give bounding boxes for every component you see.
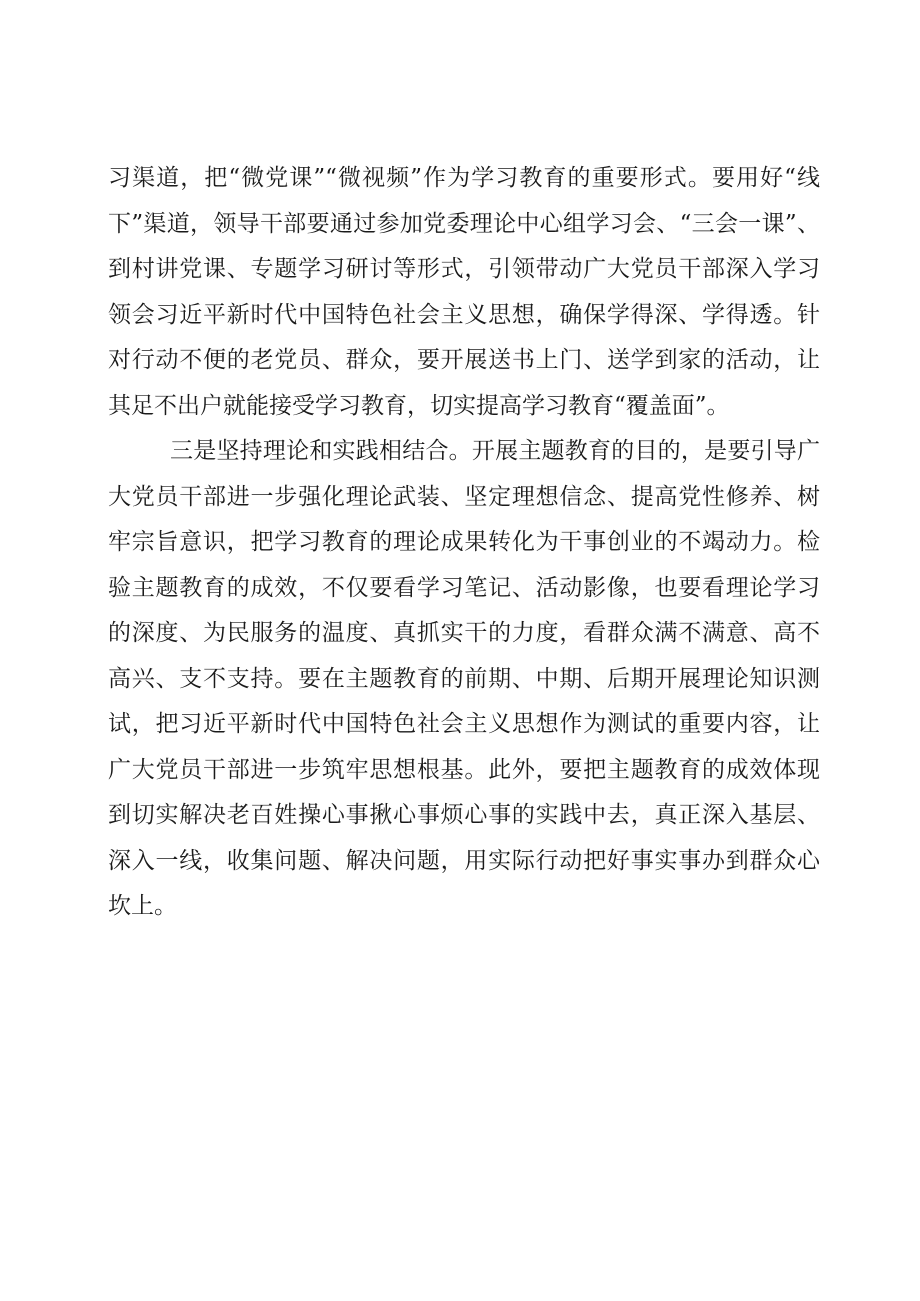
text-line: 领会习近平新时代中国特色社会主义思想，确保学得深、学得透。针 (108, 301, 820, 328)
text-line: 高兴、支不支持。要在主题教育的前期、中期、后期开展理论知识测 (108, 665, 820, 692)
text-line: 大党员干部进一步强化理论武装、坚定理想信念、提高党性修养、树 (108, 483, 820, 510)
text-line: 广大党员干部进一步筑牢思想根基。此外，要把主题教育的成效体现 (108, 756, 820, 783)
text-line: 坎上。 (108, 893, 177, 919)
text-line: 深入一线，收集问题、解决问题，用实际行动把好事实事办到群众心 (108, 847, 820, 874)
paragraph-2 (108, 429, 820, 930)
document-body (108, 156, 820, 930)
text-line: 到村讲党课、专题学习研讨等形式，引领带动广大党员干部深入学习 (108, 256, 820, 282)
text-line: 对行动不便的老党员、群众，要开展送书上门、送学到家的活动，让 (108, 347, 820, 373)
text-line: 三是坚持理论和实践相结合。开展主题教育的目的，是要引导广 (170, 438, 820, 464)
text-line: 试，把习近平新时代中国特色社会主义思想作为测试的重要内容，让 (108, 711, 820, 737)
text-line: 验主题教育的成效，不仅要看学习笔记、活动影像，也要看理论学习 (108, 574, 820, 601)
text-line: 的深度、为民服务的温度、真抓实干的力度，看群众满不满意、高不 (108, 620, 820, 646)
paragraph-1 (108, 156, 820, 429)
text-line: 牢宗旨意识，把学习教育的理论成果转化为干事创业的不竭动力。检 (108, 529, 820, 555)
text-line: 到切实解决老百姓操心事揪心事烦心事的实践中去，真正深入基层、 (108, 802, 820, 828)
text-line: 习渠道，把“微党课”“微视频”作为学习教育的重要形式。要用好“线 (108, 165, 820, 191)
text-line: 下”渠道，领导干部要通过参加党委理论中心组学习会、“三会一课”、 (108, 210, 820, 237)
text-line: 其足不出户就能接受学习教育，切实提高学习教育“覆盖面”。 (108, 392, 730, 419)
